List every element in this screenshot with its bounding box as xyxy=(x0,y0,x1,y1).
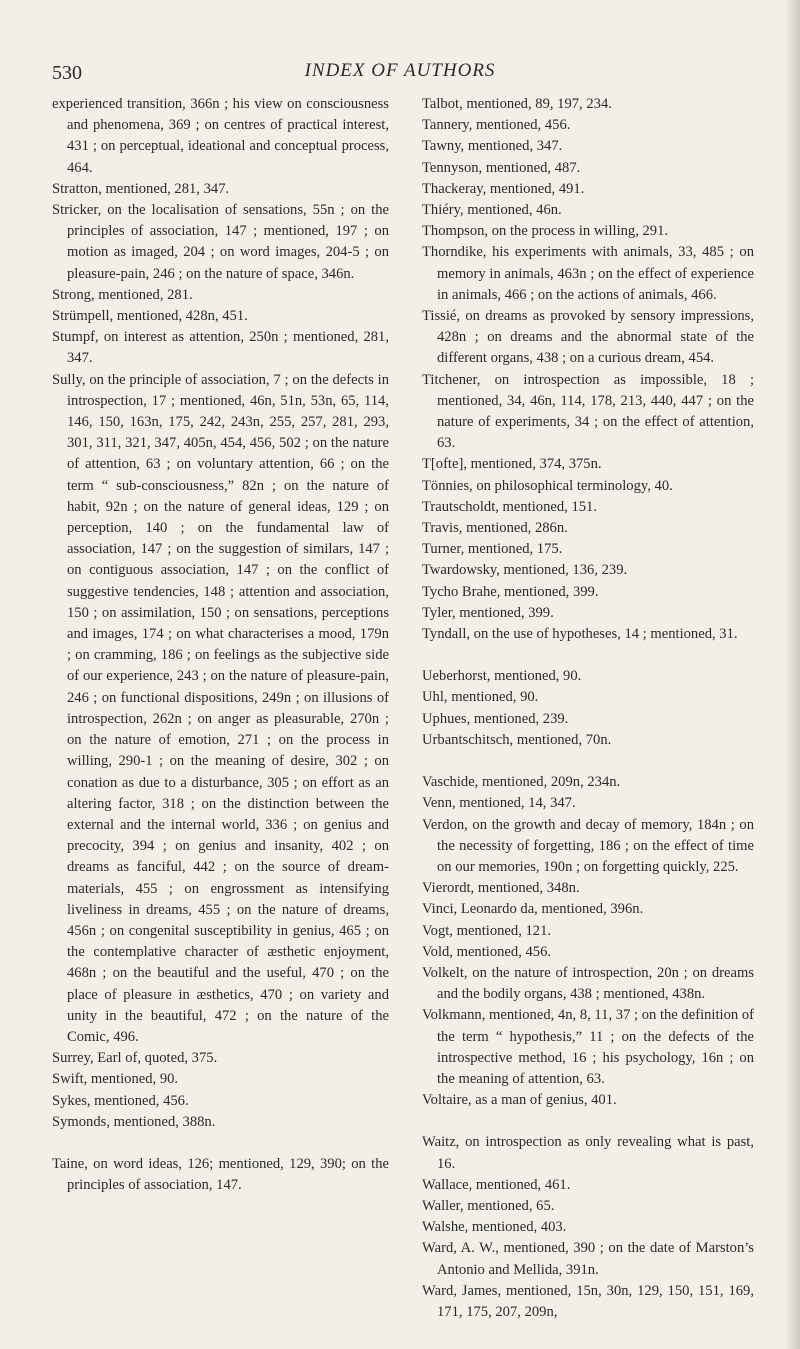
index-entry: Twardowsky, mentioned, 136, 239. xyxy=(422,562,628,579)
index-entry: Vold, mentioned, 456. xyxy=(422,943,552,960)
index-entry: Volkelt, on the nature of introspection, 20n ; on dreams and the bodily organs, 438 ; mentioned, 438n. xyxy=(422,964,754,1003)
index-entry: Uphues, mentioned, 239. xyxy=(422,710,569,727)
index-entry: Tawny, mentioned, 347. xyxy=(422,138,563,155)
index-entry: Surrey, Earl of, quoted, 375. xyxy=(52,1050,218,1067)
index-entry: Strümpell, mentioned, 428n, 451. xyxy=(52,308,248,325)
index-entry: Symonds, mentioned, 388n. xyxy=(52,1113,216,1130)
left-column xyxy=(52,94,389,1196)
index-entry: Ward, James, mentioned, 15n, 30n, 129, 150, 151, 169, 171, 175, 207, 209n, xyxy=(422,1282,754,1320)
index-entry: Taine, on word ideas, 126; mentioned, 129, 390; on the principles of association, 147. xyxy=(52,1155,389,1194)
index-entry: Stratton, mentioned, 281, 347. xyxy=(52,180,230,197)
page-edge-shadow xyxy=(784,0,800,1349)
index-entry: T[ofte], mentioned, 374, 375n. xyxy=(422,456,602,473)
right-column xyxy=(422,94,754,1323)
index-entry: Stumpf, on interest as attention, 250n ; mentioned, 281, 347. xyxy=(52,329,389,367)
index-entry: Volkmann, mentioned, 4n, 8, 11, 37 ; on the definition of the term “ hypothesis,” 11 ; on the defects of the introspective method, 16 ; his psychology, 16n ; on the meaning of attention, 63. xyxy=(422,1007,754,1087)
index-entry: Vierordt, mentioned, 348n. xyxy=(422,880,580,897)
index-entry: Voltaire, as a man of genius, 401. xyxy=(422,1092,617,1109)
index-entry: Tannery, mentioned, 456. xyxy=(422,117,571,134)
index-entry: experienced transition, 366n ; his view on consciousness and phenomena, 369 ; on centres of practical interest, 431 ; on perceptual, ideational and conceptual process, 464. xyxy=(52,96,389,176)
index-entry: Thompson, on the process in willing, 291. xyxy=(422,223,669,240)
index-entry: Wallace, mentioned, 461. xyxy=(422,1176,571,1193)
index-entry: Tönnies, on philosophical terminology, 40. xyxy=(422,477,673,494)
index-entry: Vaschide, mentioned, 209n, 234n. xyxy=(422,774,621,791)
index-entry: Uhl, mentioned, 90. xyxy=(422,689,539,706)
index-entry: Vinci, Leonardo da, mentioned, 396n. xyxy=(422,901,644,918)
index-entry: Ueberhorst, mentioned, 90. xyxy=(422,668,582,685)
index-entry: Tycho Brahe, mentioned, 399. xyxy=(422,583,599,600)
index-entry: Swift, mentioned, 90. xyxy=(52,1071,179,1088)
index-entry: Trautscholdt, mentioned, 151. xyxy=(422,498,597,515)
index-entry: Venn, mentioned, 14, 347. xyxy=(422,795,576,812)
index-entry: Sully, on the principle of association, 7 ; on the defects in introspection, 17 ; mentioned, 46n, 51n, 53n, 65, 114, 146, 150, 163n, 175, 242, 243n, 255, 257, 281, 293, 301, 311, 321, 347, 405n, 454, 456, 502 ; on the nature of attention, 63 ; on voluntary attention, 66 ; on the term “ sub-consciousness,” 82n ; on the nature of habit, 92n ; on the nature of general ideas, 129 ; on perception, 140 ; on the fundamental law of association, 147 ; on the suggestion of similars, 147 ; on contiguous association, 147 ; on the conflict of suggestive tendencies, 148 ; attention and association, 150 ; on assimilation, 150 ; on sensations, perceptions and images, 174 ; on what characterises a mood, 179n ; on cramming, 186 ; on feelings as the subjective side of our experience, 243 ; on the nature of pleasure-pain, 246 ; on functional dispositions, 249n ; on illusions of introspection, 262n ; on anger as pleasurable, 270n ; on the nature of emotion, 271 ; on the process in willing, 290-1 ; on the meaning of desire, 302 ; on conation as due to a disturbance, 305 ; on effort as an altering factor, 318 ; on the distinction between the external and the internal world, 336 ; on genius and precocity, 394 ; on genius and insanity, 402 ; on dreams as fanciful, 442 ; on the source of dream-materials, 455 ; on engrossment as intensifying liveliness in dreams, 455 ; on the nature of dreams, 456n ; on congenital susceptibility in genius, 465 ; on the contemplative character of æsthetic enjoyment, 468n ; on the beautiful and the useful, 470 ; on the place of pleasure in æsthetics, 470 ; on variety and unity in the beautiful, 472 ; on the nature of the Comic, 496. xyxy=(52,371,389,1045)
index-entry: Stricker, on the localisation of sensations, 55n ; on the principles of association, 147 ; mentioned, 197 ; on motion as imaged, 204 ; on word images, 204-5 ; on pleasure-pain, 246 ; on the nature of space, 346n. xyxy=(52,202,389,282)
index-entry: Walshe, mentioned, 403. xyxy=(422,1219,567,1236)
index-entry: Waller, mentioned, 65. xyxy=(422,1197,555,1214)
index-entry: Talbot, mentioned, 89, 197, 234. xyxy=(422,96,612,112)
index-entry: Thiéry, mentioned, 46n. xyxy=(422,202,562,219)
index-entry: Waitz, on introspection as only revealing what is past, 16. xyxy=(422,1134,754,1172)
index-entry: Vogt, mentioned, 121. xyxy=(422,922,552,939)
index-entry: Sykes, mentioned, 456. xyxy=(52,1092,189,1109)
index-entry: Tyndall, on the use of hypotheses, 14 ; mentioned, 31. xyxy=(422,626,738,643)
index-entry: Thorndike, his experiments with animals, 33, 485 ; on memory in animals, 463n ; on the effect of experience in animals, 466 ; on the actions of animals, 466. xyxy=(422,244,754,303)
running-title: INDEX OF AUTHORS xyxy=(304,60,496,81)
index-entry: Ward, A. W., mentioned, 390 ; on the date of Marston’s Antonio and Mellida, 391n. xyxy=(422,1240,754,1278)
index-entry: Tennyson, mentioned, 487. xyxy=(422,159,581,176)
index-entry: Thackeray, mentioned, 491. xyxy=(422,180,585,197)
index-entry: Turner, mentioned, 175. xyxy=(422,541,563,558)
index-entry: Tyler, mentioned, 399. xyxy=(422,604,554,621)
page-number: 530 xyxy=(52,62,82,84)
index-entry: Verdon, on the growth and decay of memory, 184n ; on the necessity of forgetting, 186 ; on the effect of time on our memories, 190n ; on forgetting quickly, 225. xyxy=(422,816,754,875)
index-entry: Titchener, on introspection as impossible, 18 ; mentioned, 34, 46n, 114, 178, 213, 440, 447 ; on the nature of experiments, 34 ; on the effect of attention, 63. xyxy=(422,371,754,452)
index-entry: Travis, mentioned, 286n. xyxy=(422,520,568,537)
index-entry: Strong, mentioned, 281. xyxy=(52,286,193,303)
index-entry: Urbantschitsch, mentioned, 70n. xyxy=(422,731,612,748)
index-entry: Tissié, on dreams as provoked by sensory impressions, 428n ; on dreams and the abnormal state of the different organs, 438 ; on a curious dream, 454. xyxy=(422,308,754,367)
